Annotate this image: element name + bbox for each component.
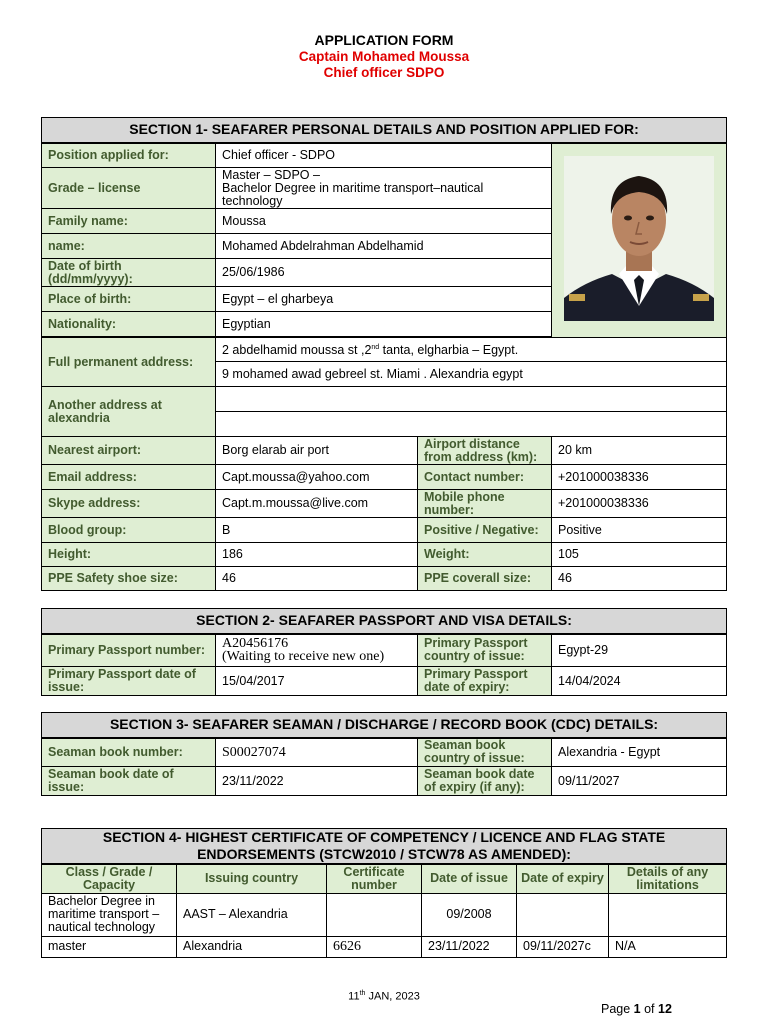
- passport-number-value: A20456176 (Waiting to receive new one): [216, 634, 418, 667]
- seaman-book-number-value: S00027074: [216, 738, 418, 767]
- cell-issue-date: 09/2008: [422, 893, 517, 936]
- email-value: Capt.moussa@yahoo.com: [216, 465, 418, 490]
- section2-title: SECTION 2- SEAFARER PASSPORT AND VISA DETAILS:: [42, 609, 727, 634]
- passport-issue-label: Primary Passport date of issue:: [42, 667, 216, 696]
- weight-label: Weight:: [418, 543, 552, 567]
- cell-country: Alexandria: [177, 936, 327, 957]
- cell-cert-number: 6626: [327, 936, 422, 957]
- passport-country-label: Primary Passport country of issue:: [418, 634, 552, 667]
- applicant-name: Captain Mohamed Moussa: [298, 49, 470, 64]
- col-header-cert-number: Certificate number: [327, 864, 422, 893]
- section3-table: [41, 712, 727, 796]
- seaman-book-issue-value: 23/11/2022: [216, 767, 418, 796]
- family-name-label: Family name:: [42, 209, 216, 234]
- skype-label: Skype address:: [42, 490, 216, 518]
- table-row: [42, 936, 727, 957]
- seaman-book-number-label: Seaman book number:: [42, 738, 216, 767]
- weight-value: 105: [552, 543, 727, 567]
- seaman-book-country-value: Alexandria - Egypt: [552, 738, 727, 767]
- col-header-country: Issuing country: [177, 864, 327, 893]
- cell-expiry-date: [517, 893, 609, 936]
- col-header-class: Class / Grade / Capacity: [42, 864, 177, 893]
- cell-class: Bachelor Degree in maritime transport – nautical technology: [42, 893, 177, 936]
- applicant-position: Chief officer SDPO: [323, 65, 445, 80]
- cell-cert-number: [327, 893, 422, 936]
- grade-value-line1: Master – SDPO –: [222, 167, 320, 182]
- position-label: Position applied for:: [42, 143, 216, 168]
- section4-table: [41, 828, 727, 958]
- cell-limitations: [609, 893, 727, 936]
- coverall-label: PPE coverall size:: [418, 567, 552, 591]
- table-row: [42, 893, 727, 936]
- pob-value: Egypt – el gharbeya: [216, 287, 552, 312]
- mobile-value: +201000038336: [552, 490, 727, 518]
- section1-title: SECTION 1- SEAFARER PERSONAL DETAILS AND POSITION APPLIED FOR:: [42, 118, 727, 143]
- grade-value-line2: Bachelor Degree in maritime transport–nautical technology: [222, 180, 484, 208]
- dob-label: Date of birth (dd/mm/yyyy):: [42, 259, 216, 287]
- form-title: APPLICATION FORM: [314, 32, 454, 48]
- passport-expiry-label: Primary Passport date of expiry:: [418, 667, 552, 696]
- airport-label: Nearest airport:: [42, 437, 216, 465]
- seaman-book-expiry-value: 09/11/2027: [552, 767, 727, 796]
- skype-value: Capt.m.moussa@live.com: [216, 490, 418, 518]
- seaman-book-country-label: Seaman book country of issue:: [418, 738, 552, 767]
- coverall-value: 46: [552, 567, 727, 591]
- seaman-book-expiry-label: Seaman book date of expiry (if any):: [418, 767, 552, 796]
- another-address-line2: [216, 412, 727, 437]
- nationality-value: Egyptian: [216, 312, 552, 337]
- passport-country-value: Egypt-29: [552, 634, 727, 667]
- dob-value: 25/06/1986: [216, 259, 552, 287]
- col-header-expiry-date: Date of expiry: [517, 864, 609, 893]
- seaman-book-issue-label: Seaman book date of issue:: [42, 767, 216, 796]
- section4-title: SECTION 4- HIGHEST CERTIFICATE OF COMPETENCY / LICENCE AND FLAG STATE ENDORSEMENTS (STCW2010 / STCW78 AS AMENDED):: [42, 829, 727, 865]
- col-header-issue-date: Date of issue: [422, 864, 517, 893]
- posneg-value: Positive: [552, 518, 727, 543]
- cell-issue-date: 23/11/2022: [422, 936, 517, 957]
- shoe-value: 46: [216, 567, 418, 591]
- section3-title: SECTION 3- SEAFARER SEAMAN / DISCHARGE / RECORD BOOK (CDC) DETAILS:: [42, 713, 727, 738]
- another-address-label: Another address at alexandria: [42, 387, 216, 437]
- passport-photo: [552, 143, 727, 338]
- nationality-label: Nationality:: [42, 312, 216, 337]
- another-address-line1: [216, 387, 727, 412]
- passport-expiry-value: 14/04/2024: [552, 667, 727, 696]
- grade-value: [216, 168, 552, 209]
- address-line1: 2 abdelhamid moussa st ,2nd tanta, elgharbia – Egypt.: [216, 338, 727, 362]
- height-label: Height:: [42, 543, 216, 567]
- person-photo-icon: [564, 156, 714, 321]
- airport-distance-value: 20 km: [552, 437, 727, 465]
- footer-date: 11th JAN, 2023: [348, 990, 420, 1003]
- position-value: Chief officer - SDPO: [216, 143, 552, 168]
- address-line2: 9 mohamed awad gebreel st. Miami . Alexandria egypt: [216, 362, 727, 387]
- family-name-value: Moussa: [216, 209, 552, 234]
- posneg-label: Positive / Negative:: [418, 518, 552, 543]
- contact-value: +201000038336: [552, 465, 727, 490]
- name-value: Mohamed Abdelrahman Abdelhamid: [216, 234, 552, 259]
- shoe-label: PPE Safety shoe size:: [42, 567, 216, 591]
- blood-label: Blood group:: [42, 518, 216, 543]
- section1-table: [41, 117, 727, 591]
- name-label: name:: [42, 234, 216, 259]
- pob-label: Place of birth:: [42, 287, 216, 312]
- contact-label: Contact number:: [418, 465, 552, 490]
- document-header: [0, 32, 768, 81]
- passport-number-label: Primary Passport number:: [42, 634, 216, 667]
- height-value: 186: [216, 543, 418, 567]
- col-header-limitations: Details of any limitations: [609, 864, 727, 893]
- passport-issue-value: 15/04/2017: [216, 667, 418, 696]
- cell-limitations: N/A: [609, 936, 727, 957]
- address-label: Full permanent address:: [42, 338, 216, 387]
- email-label: Email address:: [42, 465, 216, 490]
- grade-label: Grade – license: [42, 168, 216, 209]
- cell-country: AAST – Alexandria: [177, 893, 327, 936]
- cell-expiry-date: 09/11/2027c: [517, 936, 609, 957]
- blood-value: B: [216, 518, 418, 543]
- page-number: Page 1 of 12: [601, 1002, 672, 1016]
- airport-distance-label: Airport distance from address (km):: [418, 437, 552, 465]
- section2-table: [41, 608, 727, 696]
- cell-class: master: [42, 936, 177, 957]
- airport-value: Borg elarab air port: [216, 437, 418, 465]
- mobile-label: Mobile phone number:: [418, 490, 552, 518]
